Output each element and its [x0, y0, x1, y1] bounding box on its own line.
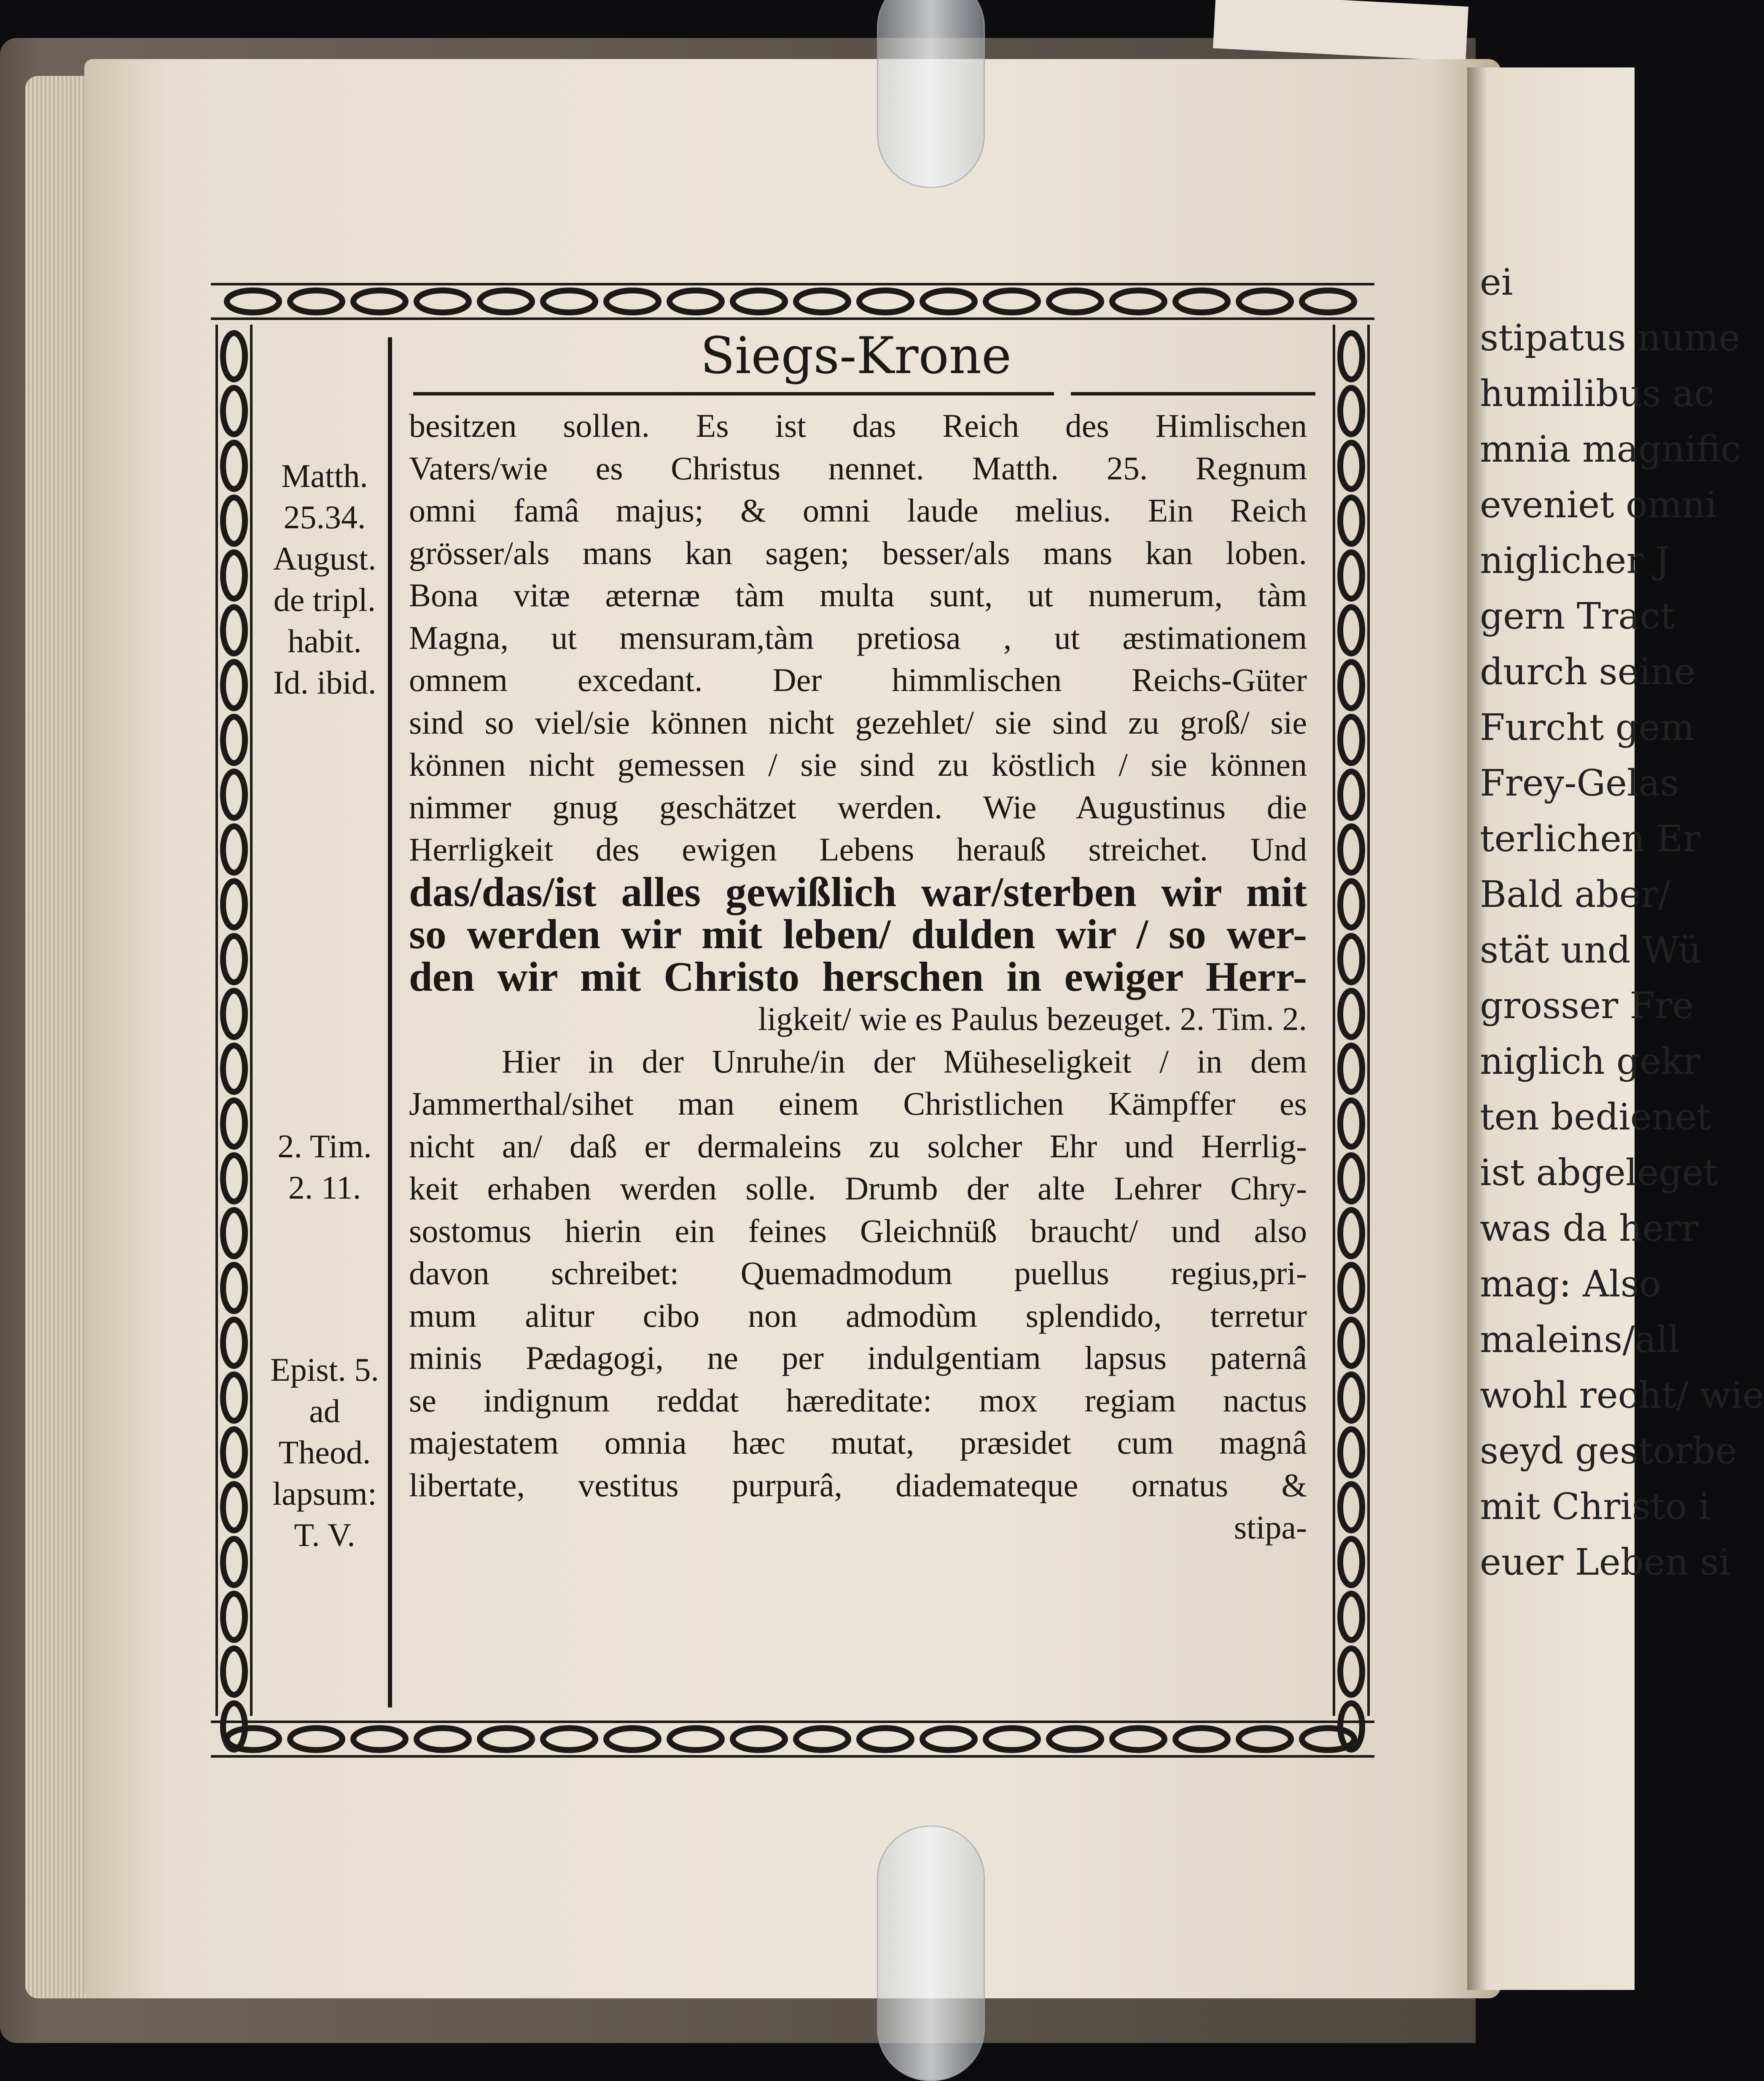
ornamental-frame	[211, 278, 1374, 1762]
text-line: Vaters/wie es Christus nennet. Matth. 25. Regnum	[409, 449, 1307, 487]
text-line: stipa-	[1234, 1509, 1307, 1546]
text-line: majestatem omnia hæc mutat, præsidet cum magnâ	[409, 1424, 1307, 1461]
facing-page	[1467, 67, 1764, 1990]
header-rule-right	[1071, 392, 1315, 395]
facing-page-line: wohl recht/ wie	[1480, 1374, 1764, 1417]
page-clip-top	[877, 0, 985, 188]
facing-page-line: euer Leben si	[1480, 1541, 1730, 1584]
margin-note-line: Epist. 5.	[270, 1351, 379, 1388]
margin-rule	[388, 337, 392, 1707]
text-line: nimmer gnug geschätzet werden. Wie Augustinus die	[409, 788, 1307, 825]
facing-page-line: Frey-Gelas	[1480, 762, 1679, 804]
text-line: se indignum reddat hæreditate: mox regiam nactus	[409, 1382, 1307, 1419]
text-line: sostomus hierin ein feines Gleichnüß braucht/ und also	[409, 1212, 1307, 1249]
facing-page-line: humilibus ac	[1480, 373, 1715, 415]
facing-page-line: ei	[1480, 261, 1513, 304]
facing-page-line: ten bedienet	[1480, 1096, 1711, 1138]
margin-note-line: Matth.	[281, 457, 368, 494]
ornament-top-border	[211, 278, 1374, 325]
facing-page-line: eveniet omni	[1480, 484, 1717, 526]
facing-page-line: was da herr	[1480, 1207, 1699, 1250]
text-line: Hier in der Unruhe/in der Müheseligkeit / in dem	[502, 1043, 1307, 1080]
margin-note-line: lapsum:	[272, 1475, 377, 1512]
text-line: können nicht gemessen / sie sind zu köstlich / sie können	[409, 746, 1307, 783]
margin-note-line: 2. 11.	[288, 1169, 361, 1206]
ornament-bottom-border	[211, 1716, 1374, 1762]
text-line: grösser/als mans kan sagen; besser/als mans kan loben.	[409, 534, 1307, 571]
margin-note-line: Id. ibid.	[273, 664, 376, 701]
margin-note-line: Theod.	[278, 1434, 371, 1471]
text-line: omni famâ majus; & omni laude melius. Ein Reich	[409, 492, 1307, 529]
margin-note-3	[261, 1349, 388, 1556]
facing-page-line: stipatus nume	[1480, 317, 1740, 359]
text-line: so werden wir mit leben/ dulden wir / so wer-	[409, 911, 1307, 957]
text-line: libertate, vestitus purpurâ, diademateque ornatus &	[409, 1466, 1307, 1503]
facing-page-line: Bald aber/	[1480, 874, 1670, 916]
facing-page-line: terlichen Er	[1480, 818, 1700, 860]
facing-page-line: grosser Fre	[1480, 985, 1694, 1027]
facing-page-line: seyd gestorbe	[1480, 1430, 1737, 1472]
ornament-right-border	[1328, 325, 1374, 1716]
facing-page-line: niglich gekr	[1480, 1040, 1701, 1083]
header-rule-left	[413, 392, 1054, 395]
facing-page-line: durch seine	[1480, 651, 1696, 693]
text-line: Magna, ut mensuram,tàm pretiosa , ut æstimationem	[409, 619, 1307, 656]
text-line: den wir mit Christo herschen in ewiger Herr-	[409, 953, 1307, 1000]
text-line: davon schreibet: Quemadmodum puellus regius,pri-	[409, 1255, 1307, 1291]
text-line: mum alitur cibo non admodùm splendido, terretur	[409, 1297, 1307, 1334]
ornament-left-border	[211, 325, 257, 1716]
text-line: minis Pædagogi, ne per indulgentiam lapsus paternâ	[409, 1339, 1307, 1376]
text-line: omnem excedant. Der himmlischen Reichs-Güter	[409, 661, 1307, 698]
text-line: keit erhaben werden solle. Drumb der alte Lehrer Chry-	[409, 1170, 1307, 1207]
facing-page-line: mag: Also	[1480, 1263, 1661, 1305]
margin-note-line: 2. Tim.	[277, 1128, 372, 1164]
text-line: Jammerthal/sihet man einem Christlichen Kämpffer es	[409, 1085, 1307, 1122]
text-line: besitzen sollen. Es ist das Reich des Himlischen	[409, 407, 1307, 444]
margin-note-line: de tripl.	[273, 581, 376, 618]
body-text	[409, 405, 1307, 1549]
text-line: Bona vitæ æternæ tàm multa sunt, ut numerum, tàm	[409, 577, 1307, 613]
text-line: Herrligkeit des ewigen Lebens herauß streichet. Und	[409, 831, 1307, 868]
facing-page-line: mnia magnific	[1480, 428, 1741, 471]
text-line: nicht an/ daß er dermaleins zu solcher Ehr und Herrlig-	[409, 1127, 1307, 1164]
page-clip-bottom	[877, 1826, 985, 2081]
facing-page-line: mit Christo i	[1480, 1486, 1710, 1528]
margin-note-line: habit.	[288, 623, 362, 659]
facing-page-line: maleins/all	[1480, 1319, 1680, 1361]
facing-page-line: gern Tract	[1480, 595, 1675, 637]
margin-note-2	[261, 1126, 388, 1208]
margin-note-line: August.	[273, 540, 376, 577]
running-head: Siegs-Krone	[700, 327, 1012, 385]
facing-page-line: niglicher J	[1480, 540, 1670, 582]
margin-note-line: ad	[309, 1393, 340, 1429]
margin-note-1	[261, 455, 388, 703]
facing-page-line: Furcht gem	[1480, 707, 1695, 749]
text-line: das/das/ist alles gewißlich war/sterben wir mit	[409, 868, 1307, 915]
text-line: ligkeit/ wie es Paulus bezeuget. 2. Tim. 2.	[758, 1000, 1307, 1037]
facing-page-line: stät und Wü	[1480, 929, 1702, 971]
text-line: sind so viel/sie können nicht gezehlet/ sie sind zu groß/ sie	[409, 704, 1307, 741]
margin-note-line: 25.34.	[283, 499, 366, 535]
margin-note-line: T. V.	[294, 1516, 355, 1553]
facing-page-line: ist abgeleget	[1480, 1152, 1718, 1194]
